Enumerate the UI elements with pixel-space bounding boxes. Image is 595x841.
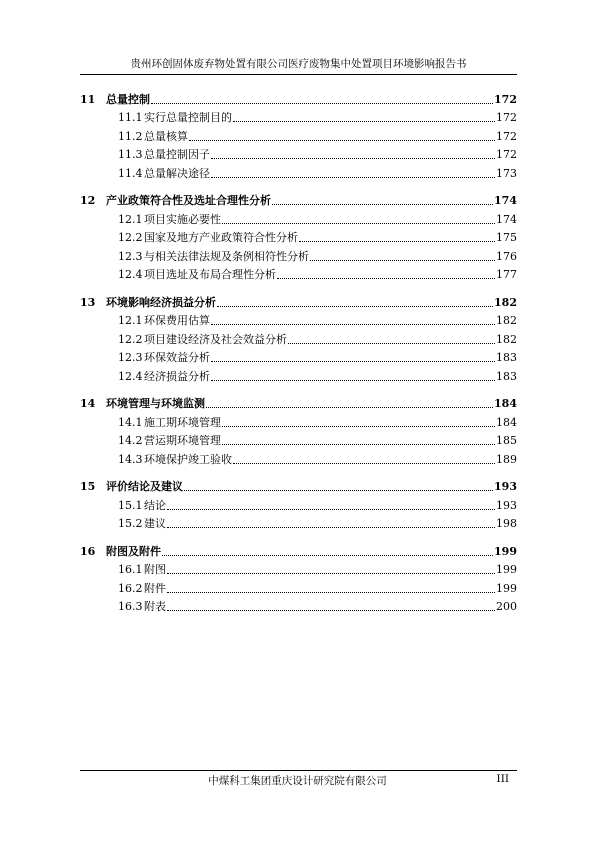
toc-dot-leader xyxy=(217,306,493,307)
toc-entry-title: 项目选址及布局合理性分析 xyxy=(144,268,276,281)
toc-dot-leader xyxy=(167,592,495,593)
toc-entry-title: 项目实施必要性 xyxy=(144,212,221,226)
toc-entry-page: 184 xyxy=(496,415,517,429)
toc-entry-number: 11 xyxy=(80,92,96,106)
toc-section-entry[interactable] xyxy=(80,328,517,347)
toc-entry-number: 14.3 xyxy=(118,452,143,466)
toc-chapter-entry[interactable] xyxy=(80,393,517,412)
toc-entry-number: 12.1 xyxy=(118,212,143,226)
toc-entry-page: 172 xyxy=(496,111,517,124)
toc-dot-leader xyxy=(211,324,495,325)
toc-entry-title: 实行总量控制目的 xyxy=(144,111,232,124)
toc-entry-page: 185 xyxy=(496,434,517,447)
toc-entry-number: 15 xyxy=(80,480,96,493)
table-of-contents xyxy=(80,82,517,614)
toc-entry-number: 12.3 xyxy=(118,351,143,364)
toc-entry-page: 183 xyxy=(496,351,517,364)
toc-entry-title: 附图 xyxy=(144,563,166,576)
toc-entry-title: 环保费用估算 xyxy=(144,314,210,327)
toc-dot-leader xyxy=(288,343,495,344)
toc-dot-leader xyxy=(310,260,495,261)
header-rule xyxy=(80,74,517,75)
toc-section-entry[interactable] xyxy=(80,264,517,283)
toc-entry-page: 183 xyxy=(496,369,517,383)
toc-chapter-entry[interactable] xyxy=(80,291,517,310)
toc-chapter-entry[interactable] xyxy=(80,88,517,107)
toc-entry-number: 11.1 xyxy=(118,111,143,124)
toc-entry-title: 环境保护竣工验收 xyxy=(144,452,232,466)
toc-dot-leader xyxy=(167,509,495,510)
toc-entry-title: 附表 xyxy=(144,600,166,613)
toc-section-entry[interactable] xyxy=(80,310,517,329)
page-header: 贵州环创固体废弃物处置有限公司医疗废物集中处置项目环境影响报告书 xyxy=(130,58,467,70)
toc-entry-title: 总量控制因子 xyxy=(144,148,210,161)
toc-dot-leader xyxy=(167,610,495,611)
toc-entry-page: 176 xyxy=(496,249,517,263)
toc-entry-number: 12.4 xyxy=(118,369,143,383)
toc-entry-page: 189 xyxy=(496,452,517,466)
toc-entry-page: 182 xyxy=(494,295,517,309)
toc-entry-number: 16.2 xyxy=(118,581,143,595)
toc-entry-number: 15.2 xyxy=(118,517,143,530)
toc-dot-leader xyxy=(211,361,495,362)
toc-section-entry[interactable] xyxy=(80,125,517,144)
toc-dot-leader xyxy=(167,573,495,574)
toc-entry-page: 199 xyxy=(496,581,517,595)
toc-entry-title: 总量核算 xyxy=(144,129,188,143)
toc-dot-leader xyxy=(162,555,493,556)
toc-entry-title: 环境影响经济损益分析 xyxy=(106,295,216,309)
toc-dot-leader xyxy=(211,380,495,381)
toc-dot-leader xyxy=(222,444,495,445)
toc-entry-page: 172 xyxy=(496,148,517,161)
toc-section-entry[interactable] xyxy=(80,596,517,615)
toc-entry-page: 174 xyxy=(494,194,517,207)
footer-rule xyxy=(80,770,517,771)
toc-section-entry[interactable] xyxy=(80,347,517,366)
toc-dot-leader xyxy=(211,158,495,159)
toc-entry-page: 175 xyxy=(496,231,517,244)
toc-entry-page: 174 xyxy=(496,212,517,226)
toc-entry-page: 172 xyxy=(494,92,517,106)
toc-entry-title: 环境管理与环境监测 xyxy=(106,397,205,410)
toc-entry-number: 12.2 xyxy=(118,231,143,244)
toc-dot-leader xyxy=(272,204,493,205)
toc-entry-page: 177 xyxy=(496,268,517,281)
toc-entry-number: 14.1 xyxy=(118,415,143,429)
toc-entry-title: 经济损益分析 xyxy=(144,369,210,383)
toc-entry-number: 14.2 xyxy=(118,434,143,447)
toc-entry-title: 与相关法律法规及条例相符性分析 xyxy=(144,249,309,263)
toc-entry-number: 13 xyxy=(80,295,96,309)
toc-entry-number: 12.4 xyxy=(118,268,143,281)
toc-dot-leader xyxy=(233,463,495,464)
toc-entry-page: 184 xyxy=(494,397,517,410)
toc-dot-leader xyxy=(299,241,495,242)
toc-section-entry[interactable] xyxy=(80,107,517,126)
toc-entry-number: 12.3 xyxy=(118,249,143,263)
toc-entry-number: 14 xyxy=(80,397,96,410)
toc-entry-page: 199 xyxy=(494,544,517,558)
toc-section-entry[interactable] xyxy=(80,559,517,578)
toc-entry-title: 附件 xyxy=(144,581,166,595)
toc-dot-leader xyxy=(211,177,495,178)
toc-dot-leader xyxy=(233,121,495,122)
toc-section-entry[interactable] xyxy=(80,144,517,163)
toc-chapter-entry[interactable] xyxy=(80,476,517,495)
toc-section-entry[interactable] xyxy=(80,448,517,467)
toc-dot-leader xyxy=(151,103,493,104)
toc-section-entry[interactable] xyxy=(80,513,517,532)
toc-chapter-entry[interactable] xyxy=(80,540,517,559)
toc-entry-page: 199 xyxy=(496,563,517,576)
toc-entry-title: 建议 xyxy=(144,517,166,530)
toc-entry-page: 182 xyxy=(496,314,517,327)
toc-dot-leader xyxy=(222,426,495,427)
toc-section-entry[interactable] xyxy=(80,365,517,384)
toc-entry-number: 12.1 xyxy=(118,314,143,327)
toc-entry-title: 国家及地方产业政策符合性分析 xyxy=(144,231,298,244)
toc-section-entry[interactable] xyxy=(80,430,517,449)
toc-entry-page: 173 xyxy=(496,166,517,180)
toc-dot-leader xyxy=(167,527,495,528)
toc-entry-title: 营运期环境管理 xyxy=(144,434,221,447)
toc-entry-title: 附图及附件 xyxy=(106,544,161,558)
toc-entry-number: 16.3 xyxy=(118,600,143,613)
toc-section-entry[interactable] xyxy=(80,227,517,246)
toc-section-entry[interactable] xyxy=(80,494,517,513)
toc-entry-title: 产业政策符合性及选址合理性分析 xyxy=(106,194,271,207)
toc-entry-page: 198 xyxy=(496,517,517,530)
toc-dot-leader xyxy=(189,140,495,141)
footer-organization: 中煤科工集团重庆设计研究院有限公司 xyxy=(208,775,387,787)
toc-section-entry[interactable] xyxy=(80,162,517,181)
toc-entry-page: 193 xyxy=(494,480,517,493)
toc-dot-leader xyxy=(277,278,495,279)
toc-section-entry[interactable] xyxy=(80,411,517,430)
toc-entry-page: 200 xyxy=(496,600,517,613)
toc-entry-page: 193 xyxy=(496,498,517,512)
toc-dot-leader xyxy=(206,407,493,408)
toc-entry-number: 12.2 xyxy=(118,332,143,346)
toc-entry-number: 16 xyxy=(80,544,96,558)
toc-entry-title: 环保效益分析 xyxy=(144,351,210,364)
toc-entry-title: 项目建设经济及社会效益分析 xyxy=(144,332,287,346)
toc-dot-leader xyxy=(222,223,495,224)
toc-section-entry[interactable] xyxy=(80,577,517,596)
toc-entry-title: 评价结论及建议 xyxy=(106,480,183,493)
toc-section-entry[interactable] xyxy=(80,245,517,264)
toc-entry-title: 施工期环境管理 xyxy=(144,415,221,429)
toc-entry-title: 总量解决途径 xyxy=(144,166,210,180)
toc-entry-page: 172 xyxy=(496,129,517,143)
toc-entry-number: 15.1 xyxy=(118,498,143,512)
toc-entry-number: 11.4 xyxy=(118,166,143,180)
footer-page-number: III xyxy=(496,773,509,785)
toc-entry-number: 16.1 xyxy=(118,563,143,576)
toc-entry-title: 总量控制 xyxy=(106,92,150,106)
toc-entry-number: 11.3 xyxy=(118,148,143,161)
toc-entry-page: 182 xyxy=(496,332,517,346)
toc-entry-number: 11.2 xyxy=(118,129,143,143)
toc-chapter-entry[interactable] xyxy=(80,190,517,209)
toc-entry-title: 结论 xyxy=(144,498,166,512)
toc-entry-number: 12 xyxy=(80,194,96,207)
toc-section-entry[interactable] xyxy=(80,208,517,227)
toc-dot-leader xyxy=(184,490,493,491)
